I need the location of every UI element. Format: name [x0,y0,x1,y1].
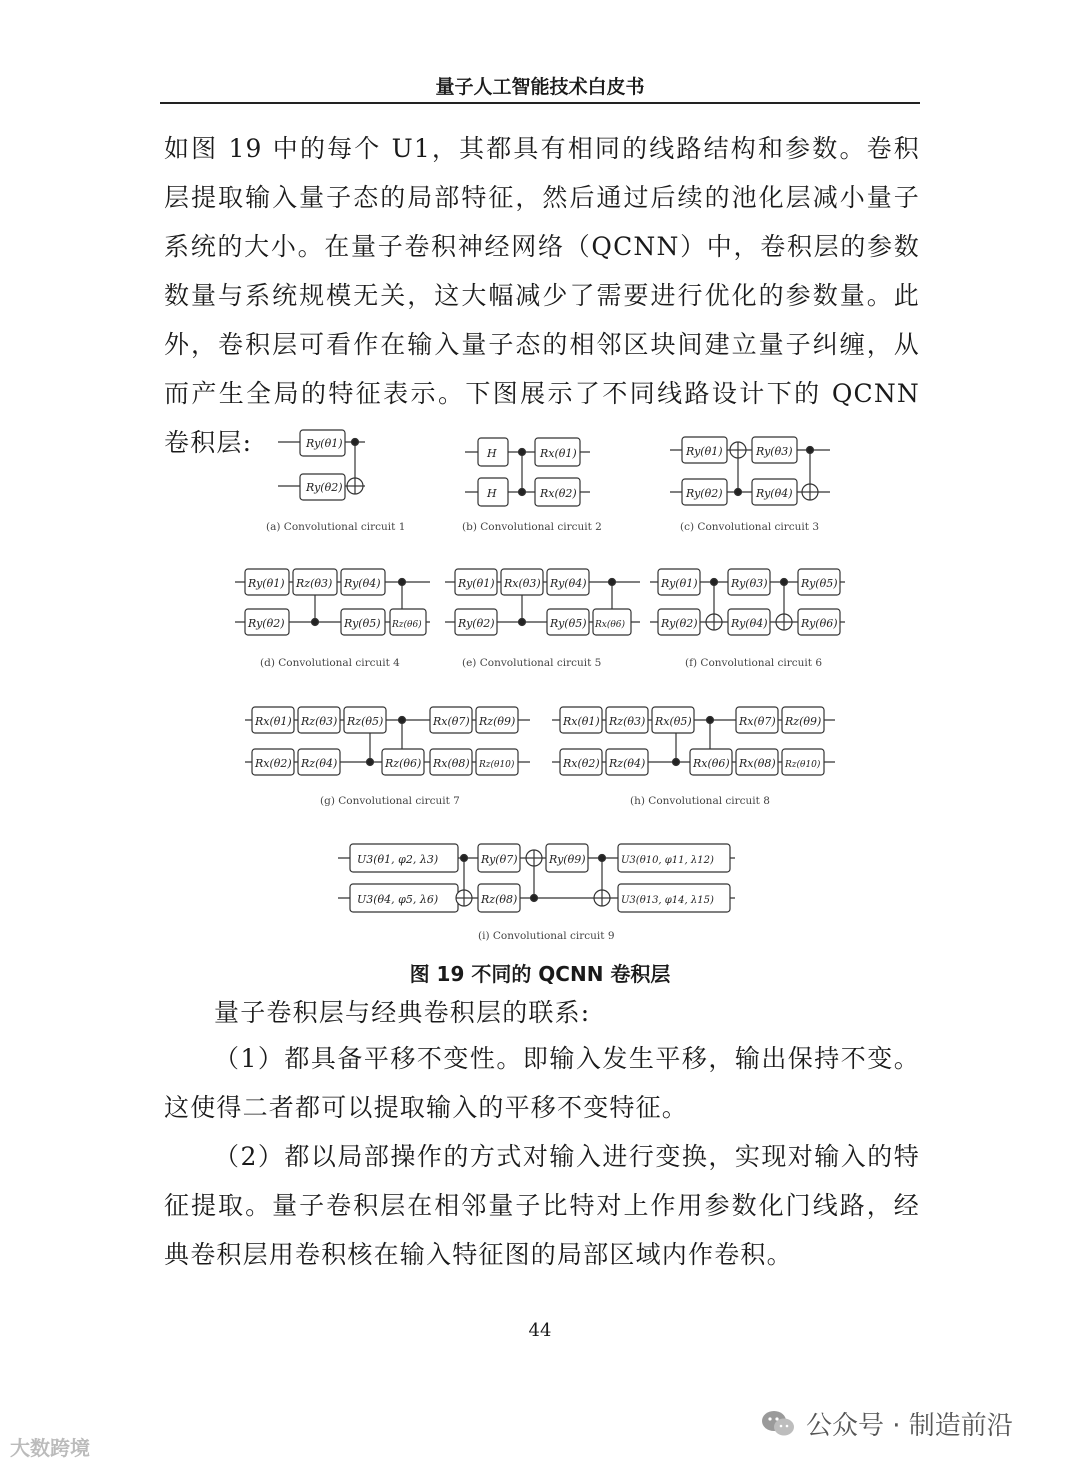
paragraph-1: 如图 19 中的每个 U1，其都具有相同的线路结构和参数。卷积层提取输入量子态的局部特征，然后通过后续的池化层减小量子系统的大小。在量子卷积神经网络（QCNN）中，卷积层的参数数量与系统规模无关，这大幅减少了需要进行优化的参数量。此外，卷积层可看作在输入量子态的相邻区块间建立量子纠缠，从而产生全局的特征表示。下图展示了不同线路设计下的 QCNN 卷积层: [164,134,920,457]
circuit-label: (g) Convolutional circuit 7 [320,795,460,807]
gate-label: Ry(θ4) [344,577,381,590]
gate-label: U3(θ4, φ5, λ6) [357,893,439,906]
gate-label: Rx(θ1) [540,447,577,460]
circuit-g [245,707,530,807]
page-header-title: 量子人工智能技术白皮书 [435,76,645,98]
gate-label: Rx(θ8) [433,757,470,770]
watermark-right [760,1405,1013,1442]
gate-label: Ry(θ1) [686,445,723,458]
circuit-d [235,569,430,669]
circuit-label: (h) Convolutional circuit 8 [630,795,770,807]
circuit-c [670,437,830,533]
gate-label: Ry(θ7) [481,853,518,866]
circuit-label: (b) Convolutional circuit 2 [462,521,602,533]
circuit-a [266,430,405,533]
gate-label: Ry(θ1) [661,577,698,590]
circuit-i [338,844,735,942]
gate-label: Rz(θ3) [301,715,338,728]
gate-label: U3(θ13, φ14, λ15) [621,895,714,906]
page-number: 44 [528,1320,552,1341]
gate-label: Ry(θ6) [801,617,838,630]
paragraph-3: （1）都具备平移不变性。即输入发生平移，输出保持不变。这使得二者都可以提取输入的平移不变特征。 [164,1044,920,1122]
gate-label: Rz(θ6) [392,620,422,630]
gate-label: Rz(θ4) [609,757,646,770]
gate-label: Ry(θ5) [801,577,838,590]
gate-label: Rz(θ3) [609,715,646,728]
circuit-b [462,438,602,533]
gate-label: Rz(θ9) [785,715,822,728]
gate-label: Ry(θ2) [458,617,495,630]
watermark-right-text: 公众号 · 制造前沿 [806,1411,1013,1441]
gate-label: Rx(θ2) [255,757,292,770]
circuit-e [445,569,640,669]
gate-label: Rz(θ10) [785,760,821,770]
gate-label: U3(θ1, φ2, λ3) [357,853,439,866]
gate-label: Rx(θ1) [563,715,600,728]
paragraph-2: 量子卷积层与经典卷积层的联系: [214,998,591,1027]
gate-label: Ry(θ3) [756,445,793,458]
figure-caption: 图 19 不同的 QCNN 卷积层 [409,962,671,986]
circuit-label: (i) Convolutional circuit 9 [478,930,615,942]
gate-label: Ry(θ5) [344,617,381,630]
gate-label: Rx(θ2) [540,487,577,500]
gate-label: Rx(θ7) [433,715,470,728]
figure-19-circuits [230,420,870,960]
gate-label: Ry(θ2) [248,617,285,630]
gate-label: Ry(θ3) [731,577,768,590]
gate-label: Ry(θ2) [661,617,698,630]
circuit-label: (f) Convolutional circuit 6 [685,657,823,669]
gate-label: Rx(θ7) [739,715,776,728]
gate-label: Ry(θ9) [549,853,586,866]
watermark-left: 大数跨境 [10,1436,90,1460]
gate-label: Ry(θ2) [306,481,343,494]
paragraph-4: （2）都以局部操作的方式对输入进行变换，实现对输入的特征提取。量子卷积层在相邻量子比特对上作用参数化门线路，经典卷积层用卷积核在输入特征图的局部区域内作卷积。 [164,1142,920,1269]
gate-label: Rx(θ6) [595,620,626,630]
circuit-f [650,569,845,669]
header-rule [160,102,920,104]
gate-label: Ry(θ4) [550,577,587,590]
gate-label: Rx(θ5) [655,715,692,728]
gate-label: Ry(θ2) [686,487,723,500]
gate-label: Rx(θ6) [693,757,730,770]
gate-label: Rx(θ3) [504,577,541,590]
gate-label: H [487,487,497,500]
circuit-h [552,707,835,807]
gate-label: Rz(θ9) [479,715,516,728]
gate-label: Rz(θ8) [481,893,518,906]
wechat-icon [760,1409,796,1439]
gate-label: Rx(θ2) [563,757,600,770]
gate-label: Rz(θ5) [347,715,384,728]
circuit-label: (e) Convolutional circuit 5 [462,657,602,669]
circuit-label: (a) Convolutional circuit 1 [266,521,406,533]
gate-label: Rz(θ10) [479,760,515,770]
gate-label: Ry(θ5) [550,617,587,630]
gate-label: U3(θ10, φ11, λ12) [621,855,714,866]
gate-label: Ry(θ4) [731,617,768,630]
circuit-label: (c) Convolutional circuit 3 [680,521,820,533]
gate-label: Ry(θ1) [458,577,495,590]
gate-label: Ry(θ1) [306,437,343,450]
gate-label: Rx(θ1) [255,715,292,728]
gate-label: H [487,447,497,460]
circuit-label: (d) Convolutional circuit 4 [260,657,400,669]
gate-label: Rx(θ8) [739,757,776,770]
gate-label: Ry(θ4) [756,487,793,500]
gate-label: Ry(θ1) [248,577,285,590]
gate-label: Rz(θ6) [385,757,422,770]
gate-label: Rz(θ3) [296,577,333,590]
gate-label: Rz(θ4) [301,757,338,770]
